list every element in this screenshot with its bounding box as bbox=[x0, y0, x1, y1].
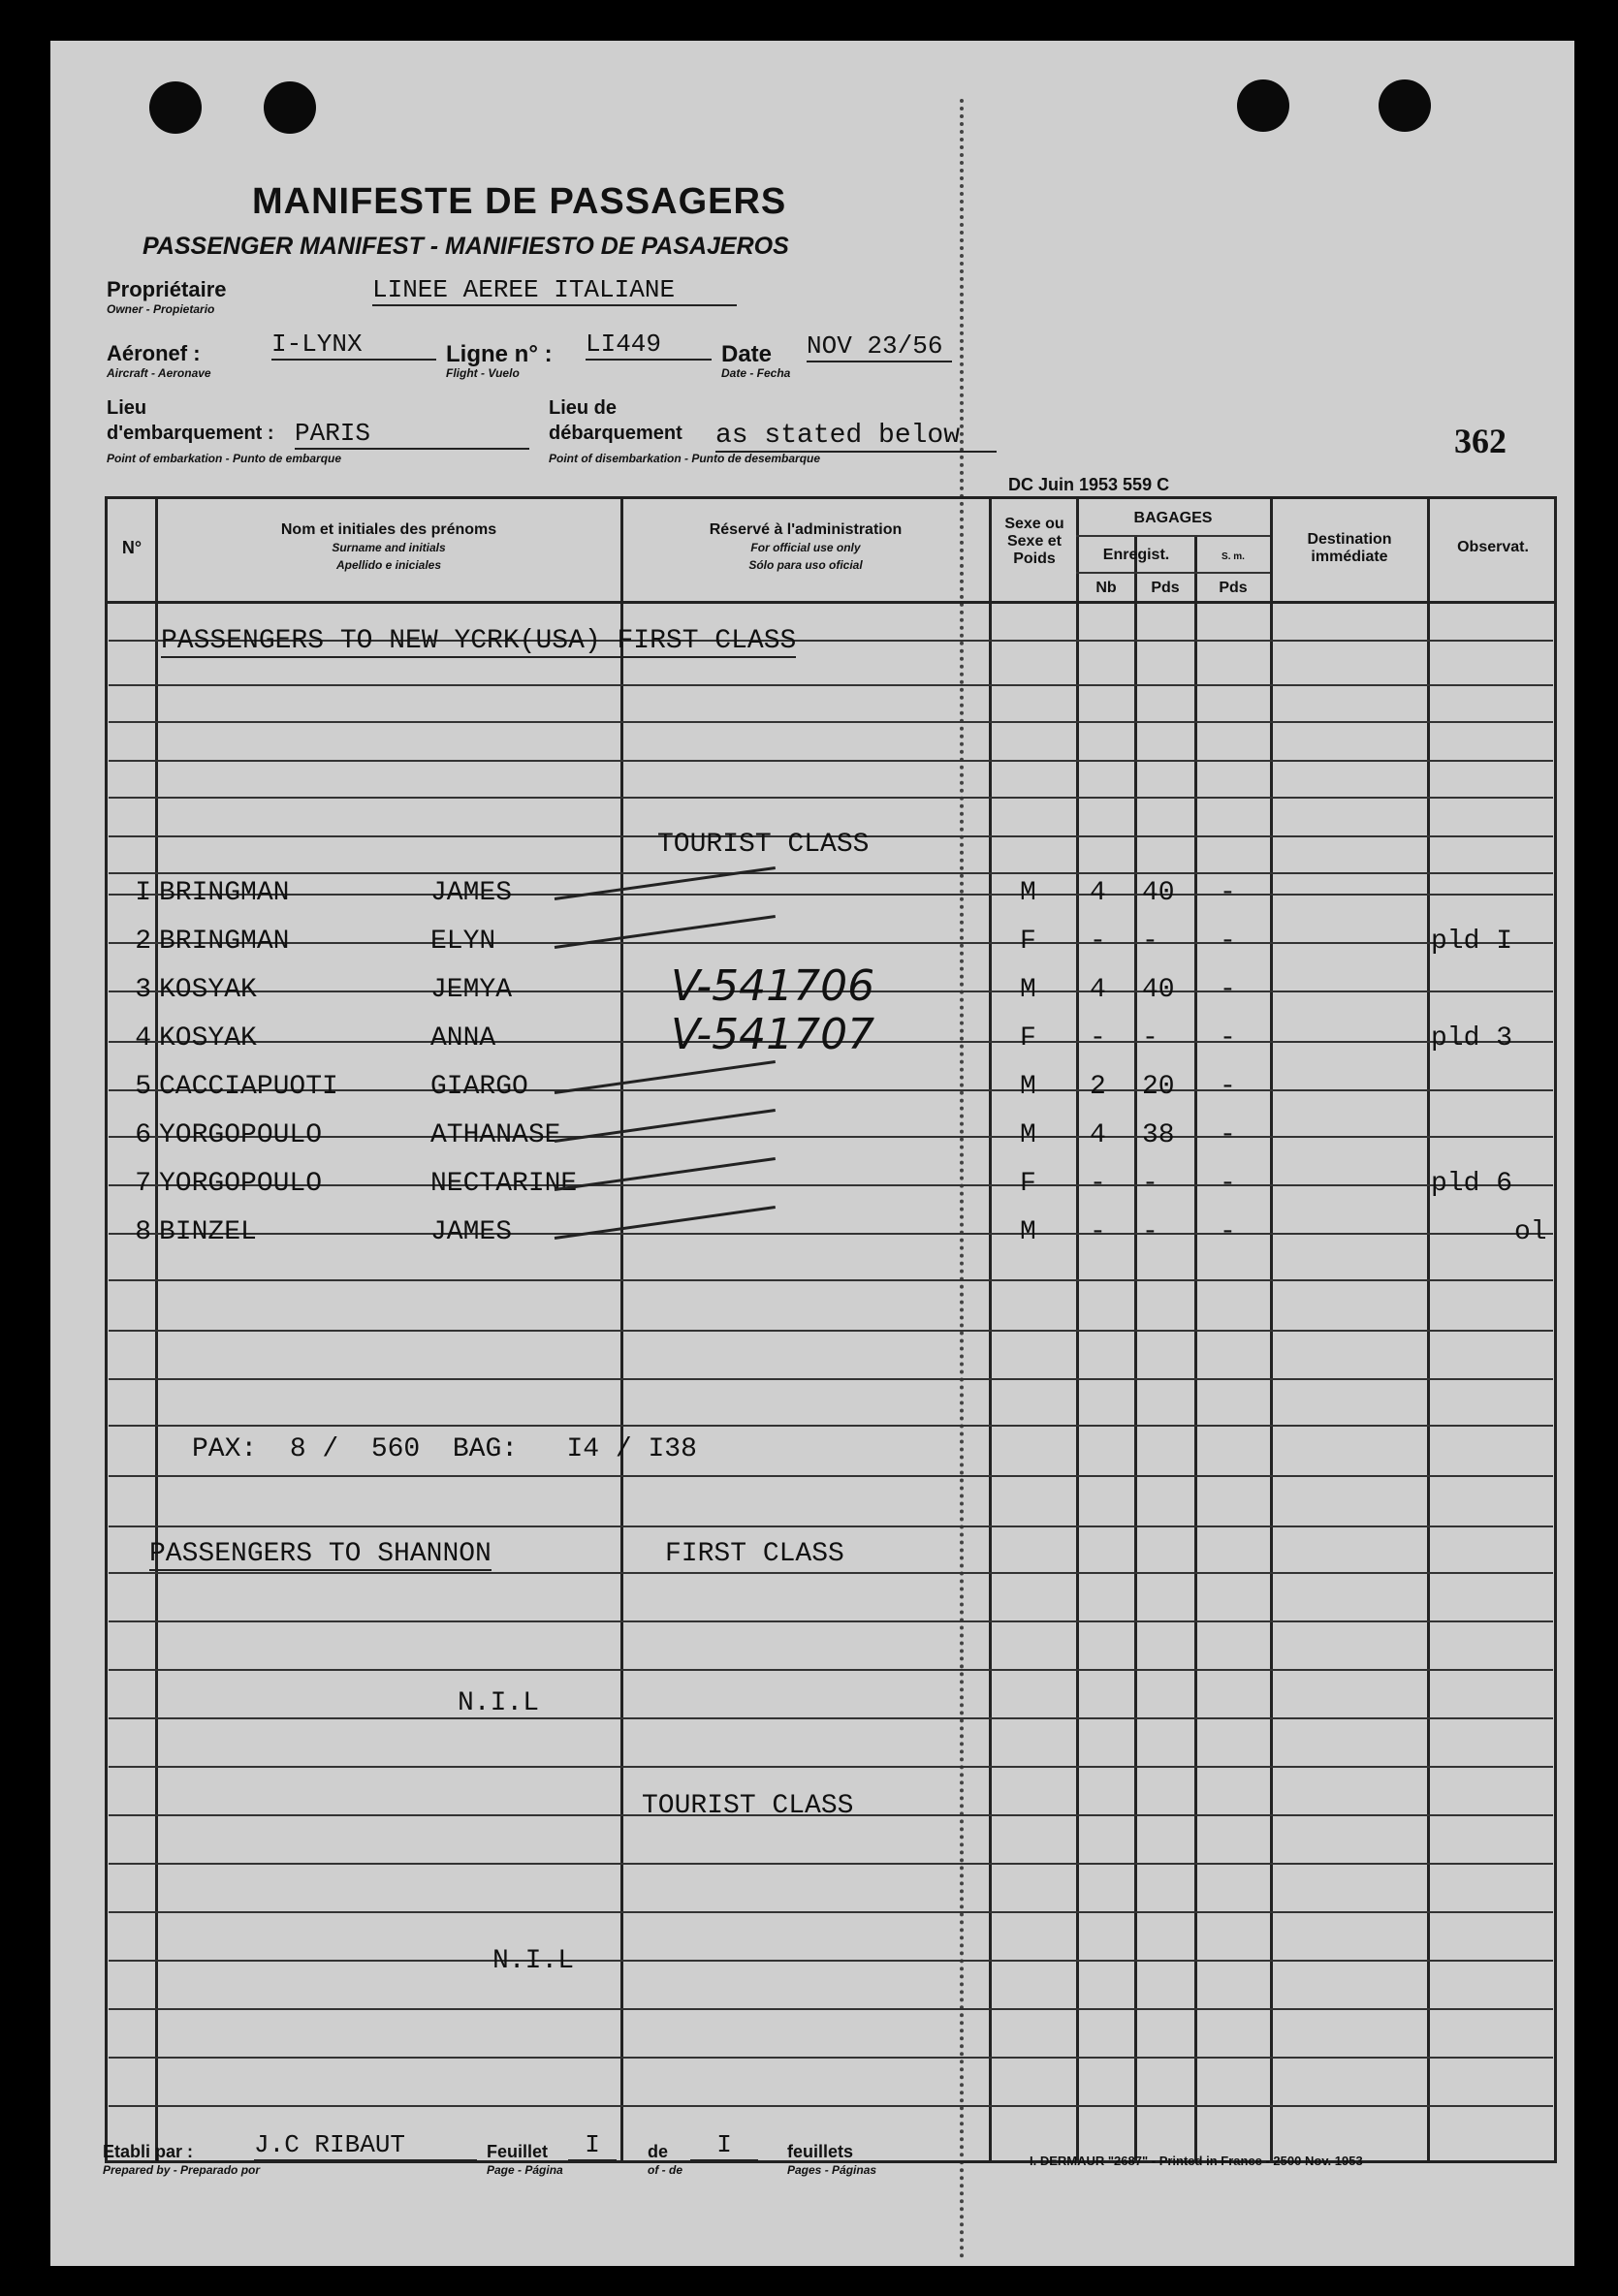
ruled-line bbox=[109, 1572, 1553, 1574]
disembark-value: as stated below bbox=[715, 421, 997, 453]
ruled-line bbox=[109, 1233, 1553, 1235]
row-number: I bbox=[135, 878, 151, 908]
owner-value: LINEE AEREE ITALIANE bbox=[372, 275, 737, 306]
ruled-line bbox=[109, 1136, 1553, 1138]
row-admin-handwritten: V-541707 bbox=[671, 1010, 875, 1059]
col-obs-header: Observat. bbox=[1457, 539, 1529, 555]
page-number: 362 bbox=[1454, 422, 1507, 460]
row-sex: M bbox=[1020, 1217, 1036, 1247]
row-surname: KOSYAK bbox=[159, 975, 257, 1005]
row-sex: M bbox=[1020, 975, 1036, 1005]
row-sex: F bbox=[1020, 1023, 1036, 1054]
disembark-sublabel: Point of disembarkation - Punto de desembarque bbox=[549, 452, 821, 465]
date-label: Date bbox=[721, 341, 773, 367]
col-admin-sublabel: For official use only bbox=[750, 541, 861, 554]
row-observation: pld 6 bbox=[1431, 1169, 1513, 1199]
printer-imprint: I. DERMAUR "2687" - Printed in France - 2500 Nov. 1953 bbox=[1030, 2154, 1363, 2168]
ruled-line bbox=[109, 1279, 1553, 1281]
section-ny-first: PASSENGERS TO NEW YCRK(USA) FIRST CLASS bbox=[161, 626, 797, 656]
col-sm-header: S. m. bbox=[1221, 551, 1245, 562]
prepared-label: Etabli par : bbox=[103, 2142, 194, 2161]
col-name-header bbox=[159, 521, 619, 574]
row-sex: M bbox=[1020, 878, 1036, 908]
row-admin-handwritten: V-541706 bbox=[671, 961, 875, 1011]
row-sex: F bbox=[1020, 1169, 1036, 1199]
ruled-line bbox=[109, 684, 1553, 686]
ruled-line bbox=[109, 1717, 1553, 1719]
row-sm-weight: - bbox=[1220, 1217, 1236, 1247]
row-sex: F bbox=[1020, 927, 1036, 957]
punch-hole bbox=[264, 81, 316, 134]
row-number: 5 bbox=[135, 1072, 151, 1102]
aircraft-sublabel: Aircraft - Aeronave bbox=[107, 366, 211, 380]
date-sublabel: Date - Fecha bbox=[721, 366, 791, 380]
col-nb-header: Nb bbox=[1095, 580, 1117, 596]
row-firstname: JAMES bbox=[430, 878, 513, 908]
row-bag-count: - bbox=[1090, 927, 1106, 957]
row-sex: M bbox=[1020, 1120, 1036, 1150]
embark-sublabel: Point of embarkation - Punto de embarque bbox=[107, 452, 342, 465]
ruled-line bbox=[109, 1475, 1553, 1477]
row-surname: BRINGMAN bbox=[159, 878, 290, 908]
row-number: 6 bbox=[135, 1120, 151, 1150]
ruled-line bbox=[109, 797, 1553, 799]
row-firstname: ATHANASE bbox=[430, 1120, 561, 1150]
col-pds-header: Pds bbox=[1151, 580, 1180, 596]
of-value: I bbox=[690, 2130, 758, 2161]
row-bag-weight: 40 bbox=[1142, 878, 1175, 908]
prepared-sublabel: Prepared by - Preparado por bbox=[103, 2163, 261, 2177]
row-firstname: ANNA bbox=[430, 1023, 496, 1054]
section-shannon-tourist: TOURIST CLASS bbox=[642, 1791, 854, 1821]
disembark-label-2: débarquement bbox=[549, 423, 682, 444]
embark-label-1: Lieu bbox=[107, 397, 147, 419]
of-label: de bbox=[648, 2142, 669, 2161]
row-sm-weight: - bbox=[1220, 1023, 1236, 1054]
ruled-line bbox=[109, 2105, 1553, 2107]
punch-hole bbox=[1379, 79, 1431, 132]
flight-label: Ligne n° : bbox=[446, 341, 553, 367]
col-pds2-header: Pds bbox=[1219, 580, 1248, 596]
row-sm-weight: - bbox=[1220, 975, 1236, 1005]
row-bag-weight: - bbox=[1142, 1169, 1158, 1199]
ruled-line bbox=[109, 1960, 1553, 1962]
row-firstname: ELYN bbox=[430, 927, 496, 957]
row-surname: KOSYAK bbox=[159, 1023, 257, 1054]
row-sm-weight: - bbox=[1220, 878, 1236, 908]
row-surname: BINZEL bbox=[159, 1217, 257, 1247]
row-bag-weight: 20 bbox=[1142, 1072, 1175, 1102]
section-shannon: PASSENGERS TO SHANNON bbox=[149, 1539, 492, 1569]
col-divider bbox=[1194, 537, 1197, 2163]
embark-value: PARIS bbox=[295, 419, 529, 450]
row-number: 3 bbox=[135, 975, 151, 1005]
row-firstname: GIARGO bbox=[430, 1072, 528, 1102]
row-bag-count: - bbox=[1090, 1217, 1106, 1247]
sheet-value: I bbox=[568, 2130, 617, 2161]
manifest-sheet bbox=[50, 41, 1574, 2266]
col-divider bbox=[1134, 537, 1137, 2163]
ruled-line bbox=[109, 721, 1553, 723]
ruled-line bbox=[109, 2057, 1553, 2059]
ruled-line bbox=[109, 1425, 1553, 1427]
ruled-line bbox=[109, 1184, 1553, 1186]
ruled-line bbox=[109, 1669, 1553, 1671]
row-bag-count: 4 bbox=[1090, 1120, 1106, 1150]
ruled-line bbox=[109, 1766, 1553, 1768]
row-sm-weight: - bbox=[1220, 1072, 1236, 1102]
row-bag-count: 2 bbox=[1090, 1072, 1106, 1102]
ruled-line bbox=[109, 1378, 1553, 1380]
row-bag-count: 4 bbox=[1090, 975, 1106, 1005]
sheet-label: Feuillet bbox=[487, 2142, 549, 2161]
ruled-line bbox=[109, 2008, 1553, 2010]
date-value: NOV 23/56 bbox=[807, 331, 952, 362]
ruled-line bbox=[109, 872, 1553, 874]
section-ny-tourist: TOURIST CLASS bbox=[657, 830, 870, 860]
col-admin-label: Réservé à l'administration bbox=[709, 521, 903, 538]
ruled-line bbox=[109, 1911, 1553, 1913]
ruled-line bbox=[109, 1620, 1553, 1622]
flight-value: LI449 bbox=[586, 330, 712, 361]
row-surname: CACCIAPUOTI bbox=[159, 1072, 338, 1102]
owner-label: Propriétaire bbox=[107, 277, 227, 301]
section-shannon-first: FIRST CLASS bbox=[665, 1539, 844, 1569]
sheet-sublabel: Page - Página bbox=[487, 2163, 563, 2177]
punch-hole bbox=[149, 81, 202, 134]
row-sm-weight: - bbox=[1220, 1120, 1236, 1150]
nil-first: N.I.L bbox=[458, 1688, 540, 1718]
row-surname: YORGOPOULO bbox=[159, 1169, 323, 1199]
col-admin-sublabel: Sólo para uso oficial bbox=[748, 558, 863, 572]
form-code: DC Juin 1953 559 C bbox=[1008, 475, 1170, 494]
row-number: 8 bbox=[135, 1217, 151, 1247]
ruled-line bbox=[109, 1525, 1553, 1527]
row-bag-weight: - bbox=[1142, 927, 1158, 957]
row-bag-count: 4 bbox=[1090, 878, 1106, 908]
punch-hole bbox=[1237, 79, 1289, 132]
header-bottom-rule bbox=[105, 601, 1557, 604]
col-bagages-header: BAGAGES bbox=[1133, 510, 1213, 526]
row-sm-weight: - bbox=[1220, 927, 1236, 957]
row-firstname: NECTARINE bbox=[430, 1169, 578, 1199]
col-no-header: N° bbox=[121, 538, 143, 557]
row-sm-weight: - bbox=[1220, 1169, 1236, 1199]
row-surname: YORGOPOULO bbox=[159, 1120, 323, 1150]
col-sex-header: Sexe ou Sexe et Poids bbox=[1004, 516, 1064, 567]
ruled-line bbox=[109, 894, 1553, 896]
page-subtitle: PASSENGER MANIFEST - MANIFIESTO DE PASAJEROS bbox=[143, 233, 789, 260]
col-name-label: Nom et initiales des prénoms bbox=[280, 521, 497, 538]
row-bag-weight: - bbox=[1142, 1023, 1158, 1054]
of-sublabel: of - de bbox=[648, 2163, 682, 2177]
row-number: 7 bbox=[135, 1169, 151, 1199]
pages-sublabel: Pages - Páginas bbox=[787, 2163, 877, 2177]
row-sex: M bbox=[1020, 1072, 1036, 1102]
nil-tourist: N.I.L bbox=[492, 1946, 575, 1976]
row-bag-weight: - bbox=[1142, 1217, 1158, 1247]
totals-line: PAX: 8 / 560 BAG: I4 / I38 bbox=[192, 1434, 697, 1464]
disembark-label-1: Lieu de bbox=[549, 397, 618, 419]
ruled-line bbox=[109, 760, 1553, 762]
row-bag-weight: 38 bbox=[1142, 1120, 1175, 1150]
col-name-sublabel: Surname and initials bbox=[332, 541, 446, 554]
ruled-line bbox=[109, 1330, 1553, 1332]
row-observation: ol bbox=[1514, 1217, 1547, 1247]
ruled-line bbox=[109, 942, 1553, 944]
aircraft-value: I-LYNX bbox=[271, 330, 436, 361]
row-number: 4 bbox=[135, 1023, 151, 1054]
row-firstname: JAMES bbox=[430, 1217, 513, 1247]
row-surname: BRINGMAN bbox=[159, 927, 290, 957]
row-number: 2 bbox=[135, 927, 151, 957]
row-bag-weight: 40 bbox=[1142, 975, 1175, 1005]
col-dest-header: Destination immédiate bbox=[1307, 531, 1392, 565]
prepared-value: J.C RIBAUT bbox=[254, 2130, 477, 2161]
row-firstname: JEMYA bbox=[430, 975, 513, 1005]
embark-label-2: d'embarquement : bbox=[107, 423, 274, 444]
row-bag-count: - bbox=[1090, 1023, 1106, 1054]
ruled-line bbox=[109, 1863, 1553, 1865]
owner-sublabel: Owner - Propietario bbox=[107, 302, 215, 316]
aircraft-label: Aéronef : bbox=[107, 341, 201, 365]
pages-label: feuillets bbox=[787, 2142, 854, 2161]
page-title: MANIFESTE DE PASSAGERS bbox=[252, 181, 787, 222]
col-enreg-header: Enregist. bbox=[1102, 547, 1170, 563]
row-divider bbox=[1076, 572, 1270, 574]
col-name-sublabel: Apellido e iniciales bbox=[335, 558, 442, 572]
col-admin-header bbox=[624, 521, 987, 574]
row-observation: pld 3 bbox=[1431, 1023, 1513, 1054]
row-divider bbox=[1076, 535, 1270, 537]
row-observation: pld I bbox=[1431, 927, 1513, 957]
row-bag-count: - bbox=[1090, 1169, 1106, 1199]
flight-sublabel: Flight - Vuelo bbox=[446, 366, 520, 380]
